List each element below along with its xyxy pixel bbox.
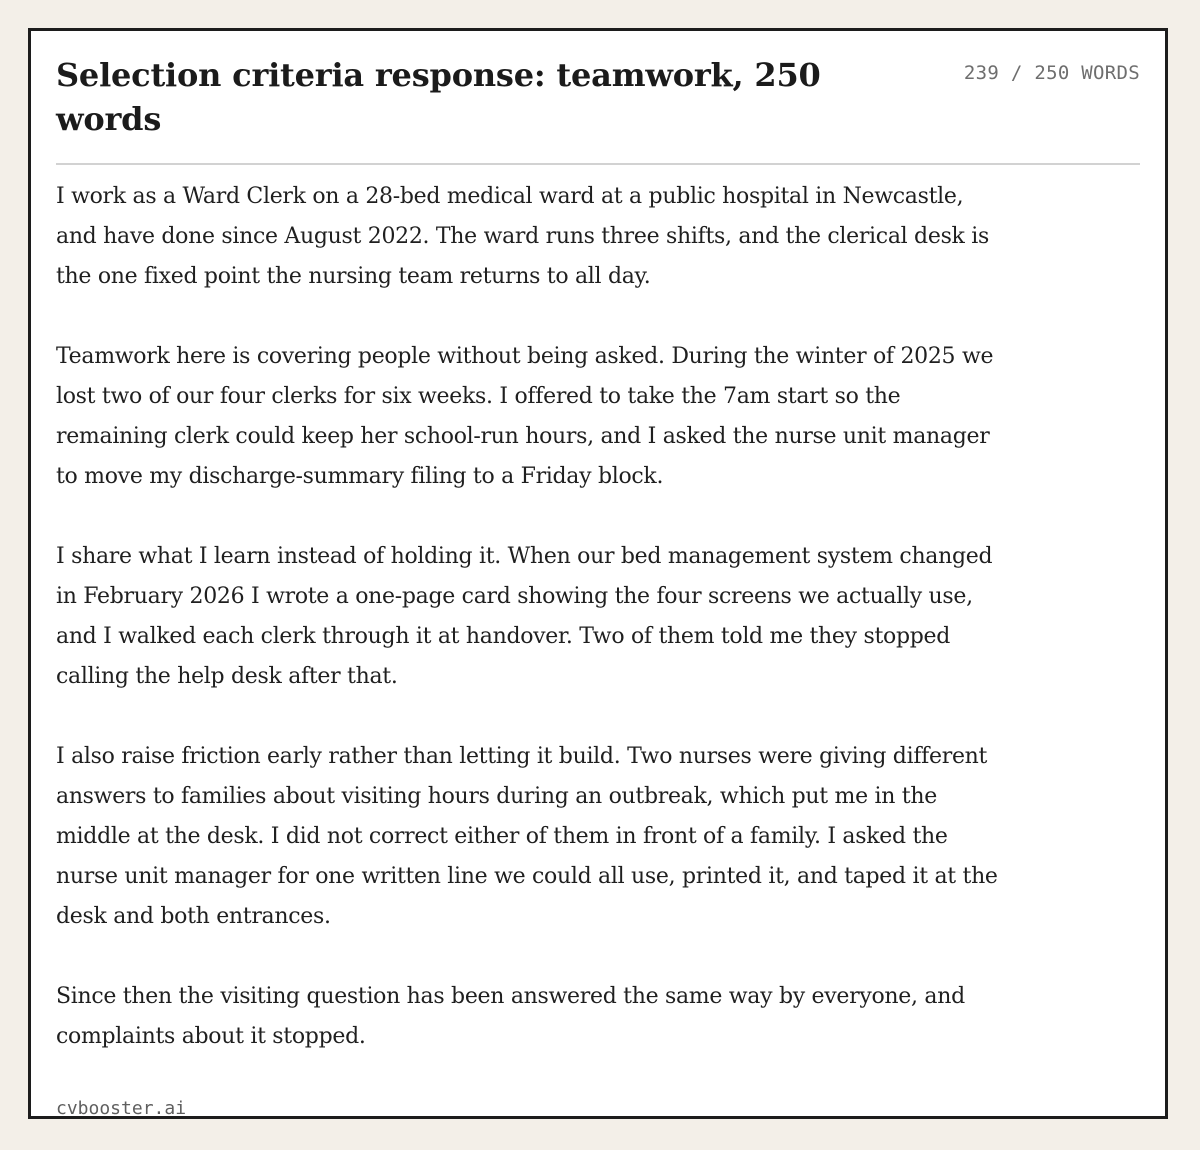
paragraph-1: I work as a Ward Clerk on a 28-bed medical ward at a public hospital in Newcastle, and have done since August 2022. The ward runs three shifts, and the clerical desk is the one fixed point the nursing team returns to all day. xyxy=(56,184,990,289)
response-body xyxy=(56,177,1006,1097)
paragraph-4: I also raise friction early rather than letting it build. Two nurses were giving different answers to families about visiting hours during an outbreak, which put me in the middle at the desk. I did not correct either of them in front of a family. I asked the nurse unit manager for one written line we could all use, printed it, and taped it at the desk and both entrances. xyxy=(56,744,998,929)
page-title: Selection criteria response: teamwork, 250 words xyxy=(56,56,821,138)
paragraph-5: Since then the visiting question has been answered the same way by everyone, and complaints about it stopped. xyxy=(56,984,965,1049)
paragraph-3: I share what I learn instead of holding it. When our bed management system changed in February 2026 I wrote a one-page card showing the four screens we actually use, and I walked each clerk through it at handover. Two of them told me they stopped calling the help desk after that. xyxy=(56,544,993,689)
word-count: 239 / 250 WORDS xyxy=(963,62,1140,84)
footer-brand: cvbooster.ai xyxy=(56,1098,187,1119)
paragraph-2: Teamwork here is covering people without being asked. During the winter of 2025 we lost two of our four clerks for six weeks. I offered to take the 7am start so the remaining clerk could keep her school-run hours, and I asked the nurse unit manager to move my discharge-summary filing to a Friday block. xyxy=(56,344,994,489)
response-card xyxy=(28,28,1168,1119)
card-header xyxy=(56,53,1140,165)
